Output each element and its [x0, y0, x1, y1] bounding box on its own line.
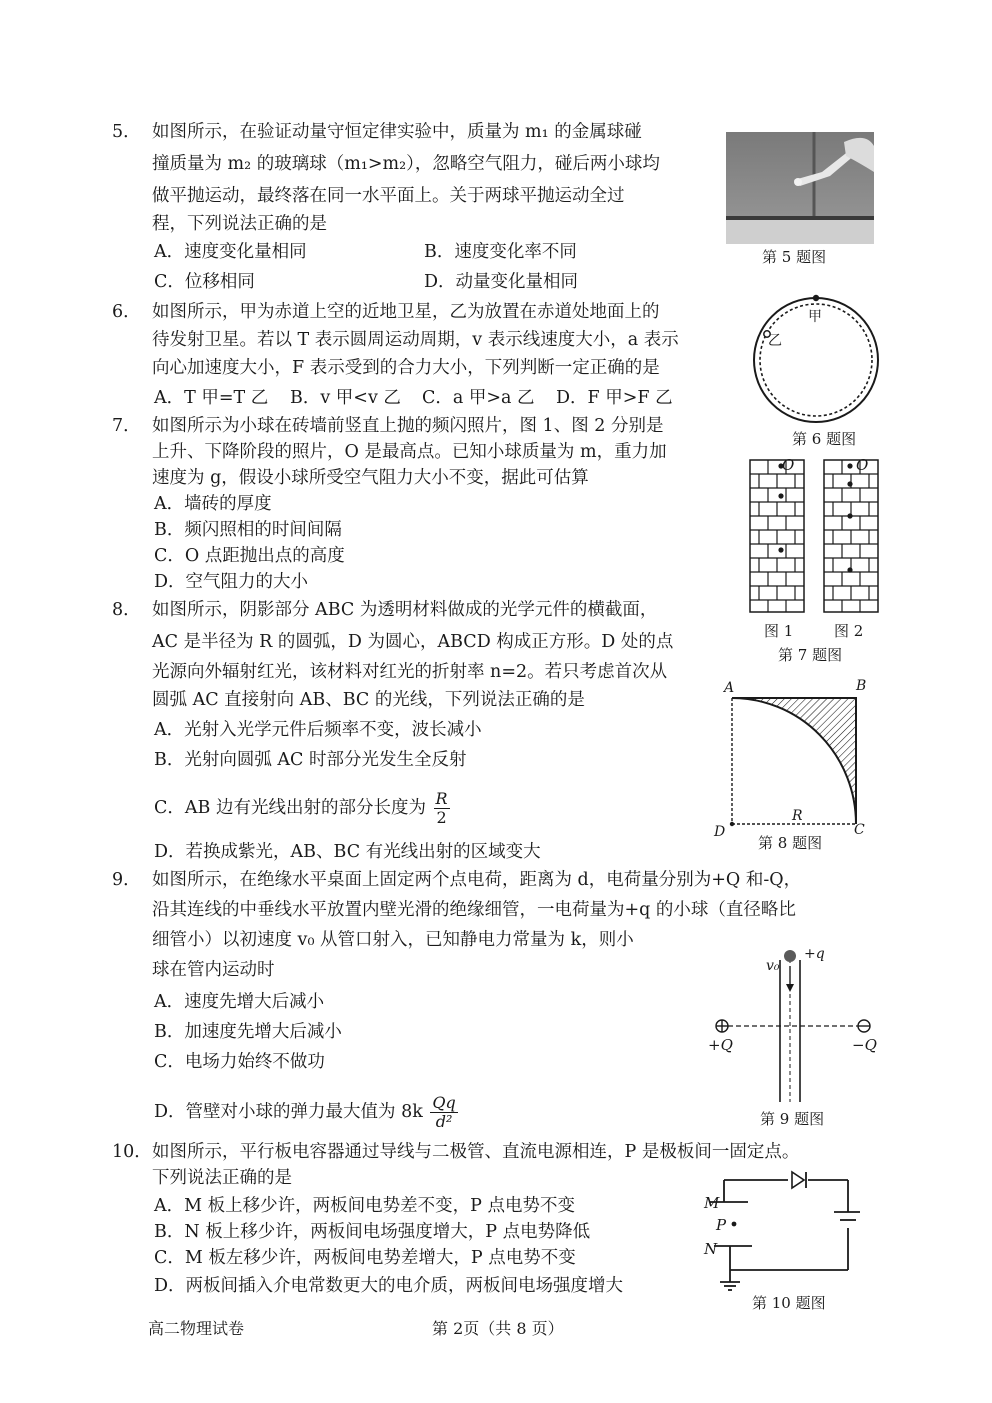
q9-stem-line2: 沿其连线的中垂线水平放置内壁光滑的绝缘细管，一电荷量为+q 的小球（直径略比: [152, 900, 796, 920]
q5-stem-line3: 做平抛运动，最终落在同一水平面上。关于两球平抛运动全过: [152, 186, 625, 206]
q10-stem-line2: 下列说法正确的是: [152, 1168, 292, 1188]
q6-stem-line3: 向心加速度大小，F 表示受到的合力大小，下列判断一定正确的是: [152, 358, 660, 378]
q9-option-d-denominator: d²: [435, 1112, 453, 1131]
q8-option-c-numerator: R: [435, 789, 448, 808]
q8-point-b-label: B: [856, 678, 867, 694]
q9-stem-line3: 细管小）以初速度 v₀ 从管口射入，已知静电力常量为 k，则小: [152, 930, 634, 950]
q6-label-jia: 甲: [808, 309, 822, 325]
q5-option-b: B．速度变化率不同: [424, 242, 577, 262]
q6-option-b: B．v 甲<v 乙: [290, 388, 401, 408]
q10-option-c: C．M 板左移少许，两板间电势差增大，P 点电势不变: [154, 1248, 576, 1268]
q7-number: 7．: [112, 416, 141, 436]
q9-number: 9．: [112, 870, 141, 890]
q9-stem-line1: 如图所示，在绝缘水平桌面上固定两个点电荷，距离为 d，电荷量分别为+Q 和-Q，: [152, 870, 802, 890]
q7-stem-line2: 上升、下降阶段的照片，O 是最高点。已知小球质量为 m，重力加: [152, 442, 667, 462]
q9-figure-caption: 第 9 题图: [760, 1110, 825, 1128]
q9-option-d: [154, 1094, 458, 1131]
q10-figure-caption: 第 10 题图: [752, 1294, 826, 1312]
q7-option-c: C．O 点距抛出点的高度: [154, 546, 345, 566]
q10-plate-m-label: M: [704, 1194, 720, 1212]
q10-option-a: A．M 板上移少许，两板间电势差不变，P 点电势不变: [154, 1196, 575, 1216]
q7-stem-line1: 如图所示为小球在砖墙前竖直上抛的频闪照片，图 1、图 2 分别是: [152, 416, 664, 436]
q9-option-d-numerator: Qq: [432, 1093, 456, 1112]
q7-option-a: A．墙砖的厚度: [154, 494, 272, 514]
q8-radius-label: R: [792, 808, 803, 824]
q10-point-p-label: P: [716, 1216, 727, 1234]
q9-stem-line4: 球在管内运动时: [152, 960, 275, 980]
q7-brick-wall-figure-1: [748, 458, 806, 616]
footer-page-number: 第 2页（共 8 页）: [432, 1319, 564, 1338]
q7-figure-caption: 第 7 题图: [778, 646, 843, 664]
q8-stem-line1: 如图所示，阴影部分 ABC 为透明材料做成的光学元件的横截面，: [152, 600, 658, 620]
q8-number: 8．: [112, 600, 141, 620]
footer-exam-title: 高二物理试卷: [148, 1319, 245, 1338]
q8-option-a: A．光射入光学元件后频率不变，波长减小: [154, 720, 482, 740]
q10-option-d: D．两板间插入介电常数更大的电介质，两板间电场强度增大: [154, 1276, 624, 1296]
q7-option-d: D．空气阻力的大小: [154, 572, 309, 592]
q9-option-c: C．电场力始终不做功: [154, 1052, 325, 1072]
q6-option-d: D．F 甲>F 乙: [556, 388, 673, 408]
q6-option-c: C．a 甲>a 乙: [422, 388, 535, 408]
q10-stem-line1: 如图所示，平行板电容器通过导线与二极管、直流电源相连，P 是极板间一固定点。: [152, 1142, 800, 1162]
q8-option-c-text: C．AB 边有光线出射的部分长度为: [154, 798, 426, 818]
q8-stem-line2: AC 是半径为 R 的圆弧，D 为圆心，ABCD 构成正方形。D 处的点: [152, 632, 674, 652]
q5-stem-line4: 程，下列说法正确的是: [152, 214, 327, 234]
q9-option-b: B．加速度先增大后减小: [154, 1022, 342, 1042]
q8-option-c-denominator: 2: [436, 808, 447, 827]
q8-point-d-label: D: [714, 824, 726, 840]
q8-point-a-label: A: [724, 680, 735, 696]
q8-point-c-label: C: [854, 822, 865, 838]
q5-option-d: D．动量变化量相同: [424, 272, 579, 292]
q9-negative-charge-label: −Q: [852, 1036, 877, 1054]
q9-option-a: A．速度先增大后减小: [154, 992, 325, 1012]
q6-figure-caption: 第 6 题图: [792, 430, 857, 448]
q7-option-b: B．频闪照相的时间间隔: [154, 520, 342, 540]
q8-option-b: B．光射向圆弧 AC 时部分光发生全反射: [154, 750, 467, 770]
q5-option-a: A．速度变化量相同: [154, 242, 307, 262]
q10-number: 10．: [112, 1142, 152, 1162]
q9-tube-and-charges-diagram: [704, 944, 884, 1104]
q6-stem-line1: 如图所示，甲为赤道上空的近地卫星，乙为放置在赤道处地面上的: [152, 302, 660, 322]
q8-stem-line4: 圆弧 AC 直接射向 AB、BC 的光线，下列说法正确的是: [152, 690, 585, 710]
q8-stem-line3: 光源向外辐射红光，该材料对红光的折射率 n=2。若只考虑首次从: [152, 662, 668, 682]
q6-label-yi: 乙: [768, 333, 782, 349]
q8-figure-caption: 第 8 题图: [758, 834, 823, 852]
q9-option-d-fraction: [430, 1094, 457, 1131]
q10-option-b: B．N 板上移少许，两板间电场强度增大，P 点电势降低: [154, 1222, 591, 1242]
q7-subfigure-1-label: 图 1: [764, 622, 794, 640]
q10-plate-n-label: N: [704, 1240, 718, 1258]
q7-label-o-fig2: O: [856, 456, 869, 474]
q5-option-c: C．位移相同: [154, 272, 255, 292]
q5-experiment-photo: [726, 132, 874, 244]
q7-stem-line3: 速度为 g，假设小球所受空气阻力大小不变，据此可估算: [152, 468, 589, 488]
q6-option-a: A．T 甲=T 乙: [154, 388, 269, 408]
q8-option-c-fraction: [434, 790, 450, 827]
q9-velocity-label: v₀: [766, 958, 780, 974]
q8-option-d: D．若换成紫光，AB、BC 有光线出射的区域变大: [154, 842, 541, 862]
q9-small-charge-label: +q: [804, 946, 825, 962]
q7-brick-wall-figure-2: [822, 458, 880, 616]
q5-stem-line2: 撞质量为 m₂ 的玻璃球（m₁>m₂），忽略空气阻力，碰后两小球均: [152, 154, 660, 174]
q9-positive-charge-label: +Q: [708, 1036, 733, 1054]
q5-figure-caption: 第 5 题图: [762, 248, 827, 266]
q9-option-d-text: D．管壁对小球的弹力最大值为 8k: [154, 1102, 423, 1122]
q7-subfigure-2-label: 图 2: [834, 622, 864, 640]
q6-stem-line2: 待发射卫星。若以 T 表示圆周运动周期，v 表示线速度大小，a 表示: [152, 330, 679, 350]
q5-stem-line1: 如图所示，在验证动量守恒定律实验中，质量为 m₁ 的金属球碰: [152, 122, 642, 142]
q7-label-o-fig1: O: [782, 456, 795, 474]
q5-number: 5．: [112, 122, 141, 142]
q6-number: 6．: [112, 302, 141, 322]
q8-option-c: [154, 790, 450, 827]
